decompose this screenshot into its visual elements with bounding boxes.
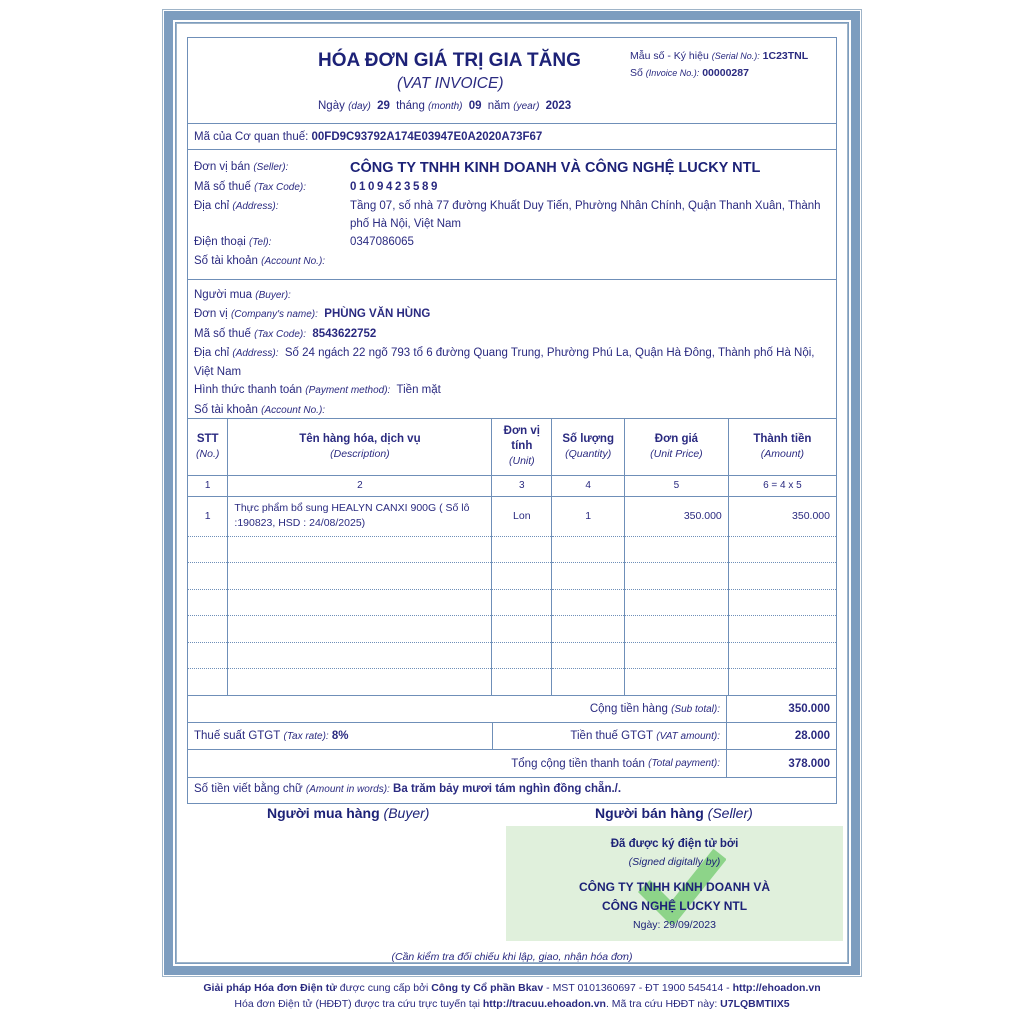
subtotal-value: 350.000 xyxy=(726,696,836,722)
item-quantity: 1 xyxy=(552,496,625,536)
col-header-quantity: Số lượng (Quantity) xyxy=(552,419,625,475)
seller-name-label: Đơn vị bán (Seller): xyxy=(194,161,289,173)
buyer-label: Người mua (Buyer): xyxy=(194,289,291,301)
invoice-title: HÓA ĐƠN GIÁ TRỊ GIA TĂNG xyxy=(318,50,581,71)
seller-tax-label: Mã số thuế (Tax Code): xyxy=(194,181,306,193)
amount-in-words: Số tiền viết bằng chữ (Amount in words): Ba trăm bảy mươi tám nghìn đồng chẵn./. xyxy=(194,783,622,795)
seller-address: Tầng 07, số nhà 77 đường Khuất Duy Tiến, Phường Nhân Chính, Quận Thanh Xuân, Thành phố Hà Nội, Việt Nam xyxy=(350,200,821,230)
total-value: 378.000 xyxy=(726,750,836,777)
item-no: 1 xyxy=(188,496,228,536)
day-label-en: (day) xyxy=(348,101,371,112)
buyer-company-row: Đơn vị (Company's name): PHÙNG VĂN HÙNG xyxy=(194,308,431,321)
col-header-amount: Thành tiền (Amount) xyxy=(728,419,836,475)
year-label-en: (year) xyxy=(513,101,540,112)
month-value: 09 xyxy=(468,100,482,112)
seller-name: CÔNG TY TNHH KINH DOANH VÀ CÔNG NGHỆ LUCKY NTL xyxy=(350,160,761,176)
invoice-no-value: 00000287 xyxy=(702,67,749,79)
empty-row xyxy=(188,642,836,669)
invoice-no-label-en: (Invoice No.): xyxy=(645,68,700,78)
buyer-payment-row: Hình thức thanh toán (Payment method): Tiền mặt xyxy=(194,384,441,397)
signature-titles xyxy=(187,805,837,825)
buyer-tax-code: 8543622752 xyxy=(312,327,377,340)
empty-row xyxy=(188,536,836,563)
vat-value: 28.000 xyxy=(726,723,836,749)
empty-row xyxy=(188,589,836,616)
lookup-code: U7LQBMTIIX5 xyxy=(720,998,790,1010)
totals-section xyxy=(188,696,836,778)
seller-section xyxy=(188,150,836,280)
invoice-date xyxy=(318,100,574,112)
vat-row: Thuế suất GTGT (Tax rate): 8% Tiền thuế GTGT (VAT amount): 28.000 xyxy=(188,723,836,750)
item-unit-price: 350.000 xyxy=(625,496,729,536)
item-description: Thực phẩm bổ sung HEALYN CANXI 900G ( Số lô :190823, HSD : 24/08/2025) xyxy=(228,496,492,536)
items-table xyxy=(188,419,836,695)
buyer-address-row: Địa chỉ (Address): Số 24 ngách 22 ngõ 793 tổ 6 đường Quang Trung, Phường Phú La, Quận Hà Đông, Thành phố Hà Nội, Việt Nam xyxy=(194,346,815,379)
invoice-header xyxy=(188,38,836,124)
items-section xyxy=(188,419,836,696)
footer-line-2: Hóa đơn Điện tử (HĐĐT) được tra cứu trực tuyến tại http://tracuu.ehoadon.vn. Mã tra cứu HĐĐT này: U7LQBMTIIX5 xyxy=(234,998,790,1010)
col-header-unit: Đơn vị tính (Unit) xyxy=(492,419,552,475)
table-header-row xyxy=(188,419,836,475)
provider-footer xyxy=(150,980,874,1012)
digital-signature-box[interactable] xyxy=(506,826,843,941)
empty-row xyxy=(188,563,836,590)
serial-value: 1C23TNL xyxy=(762,50,809,62)
month-label-en: (month) xyxy=(428,101,463,112)
tax-authority-label: Mã của Cơ quan thuế: xyxy=(194,131,309,143)
month-label: tháng xyxy=(396,100,425,112)
signed-label: Đã được ký điện tử bởi xyxy=(610,838,739,850)
invoice-no-label: Số xyxy=(630,67,643,79)
table-row xyxy=(188,496,836,536)
buyer-signature-title: Người mua hàng (Buyer) xyxy=(267,805,430,821)
item-unit: Lon xyxy=(492,496,552,536)
invoice xyxy=(187,37,837,804)
serial-label-en: (Serial No.): xyxy=(711,51,760,61)
item-amount: 350.000 xyxy=(728,496,836,536)
subtotal-row: Cộng tiền hàng (Sub total): 350.000 xyxy=(188,696,836,723)
tax-rate: Thuế suất GTGT (Tax rate): 8% xyxy=(188,723,493,749)
empty-row xyxy=(188,669,836,696)
invoice-subtitle: (VAT INVOICE) xyxy=(397,75,504,92)
verification-note: (Cần kiểm tra đối chiếu khi lập, giao, nhận hóa đơn) xyxy=(391,951,633,963)
seller-tel-label: Điện thoại (Tel): xyxy=(194,236,272,248)
signer-name: CÔNG TY TNHH KINH DOANH VÀ CÔNG NGHỆ LUCKY NTL xyxy=(578,880,771,913)
buyer-address: Số 24 ngách 22 ngõ 793 tổ 6 đường Quang Trung, Phường Phú La, Quận Hà Đông, Thành phố Hà Nội, Việt Nam xyxy=(194,346,815,379)
serial-label: Mẫu số - Ký hiệu xyxy=(630,50,709,62)
seller-signature-title: Người bán hàng (Seller) xyxy=(595,805,753,821)
day-value: 29 xyxy=(377,100,390,112)
buyer-account-row: Số tài khoản (Account No.): xyxy=(194,403,326,416)
empty-row xyxy=(188,616,836,643)
seller-tel: 0347086065 xyxy=(350,236,414,248)
amount-in-words-value: Ba trăm bảy mươi tám nghìn đồng chẵn./. xyxy=(393,783,622,795)
col-header-no: STT (No.) xyxy=(188,419,228,475)
seller-account-label: Số tài khoản (Account No.): xyxy=(194,255,326,267)
seller-address-label: Địa chỉ (Address): xyxy=(194,200,279,212)
col-header-unit-price: Đơn giá (Unit Price) xyxy=(625,419,729,475)
tax-authority-value: 00FD9C93792A174E03947E0A2020A73F67 xyxy=(311,131,543,143)
buyer-section xyxy=(188,280,836,419)
day-label: Ngày xyxy=(318,100,345,112)
column-number-row: 1 2 3 4 5 6 = 4 x 5 xyxy=(188,475,836,496)
tax-rate-value: 8% xyxy=(331,730,349,742)
col-header-description: Tên hàng hóa, dịch vụ (Description) xyxy=(228,419,492,475)
year-label: năm xyxy=(487,100,511,112)
year-value: 2023 xyxy=(545,100,572,112)
ehoadon-link[interactable]: http://ehoadon.vn xyxy=(732,982,821,994)
seller-tax-code: 0109423589 xyxy=(350,181,440,193)
serial-block xyxy=(630,48,808,82)
buyer-tax-row: Mã số thuế (Tax Code): 8543622752 xyxy=(194,327,377,340)
seller-account xyxy=(350,252,830,271)
buyer-payment: Tiền mặt xyxy=(396,384,441,397)
buyer-company: PHÙNG VĂN HÙNG xyxy=(324,308,431,321)
signed-date: Ngày: 29/09/2023 xyxy=(633,919,716,931)
signed-label-en: (Signed digitally by) xyxy=(628,856,721,868)
tracuu-link[interactable]: http://tracuu.ehoadon.vn xyxy=(482,998,606,1010)
tax-authority-code xyxy=(188,124,836,150)
total-row: Tổng cộng tiền thanh toán (Total payment): 378.000 xyxy=(188,750,836,777)
footer-line-1: Giải pháp Hóa đơn Điện tử được cung cấp bởi Công ty Cổ phần Bkav - MST 0101360697 - ĐT 1900 545414 - http://ehoadon.vn xyxy=(203,982,821,994)
